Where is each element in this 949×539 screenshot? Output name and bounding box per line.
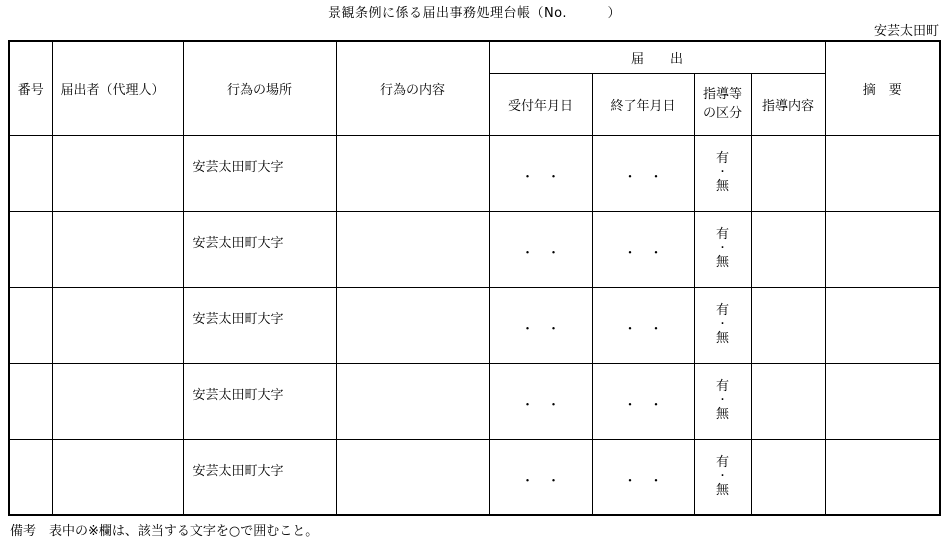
guidance-content-cell[interactable] (751, 439, 825, 515)
accept-date-cell[interactable]: ・ ・ (489, 363, 592, 439)
separator-dot: ・ (717, 243, 728, 254)
header-summary: 摘 要 (825, 41, 940, 135)
applicant-cell[interactable] (52, 287, 183, 363)
table-row (9, 287, 940, 363)
applicant-cell[interactable] (52, 211, 183, 287)
end-date-cell[interactable]: ・ ・ (592, 287, 694, 363)
remarks-note: 備考 表中の※欄は、該当する文字を○で囲むこと。 (10, 524, 319, 539)
number-cell[interactable] (9, 287, 52, 363)
yes-option[interactable]: 有 (715, 151, 729, 166)
separator-dot: ・ (717, 319, 728, 330)
guidance-class-cell[interactable] (694, 211, 751, 287)
header-guidance-class-line1: 指導等 (702, 87, 742, 102)
summary-cell[interactable] (825, 287, 940, 363)
applicant-cell[interactable] (52, 439, 183, 515)
separator-dot: ・ (717, 395, 728, 406)
guidance-class-cell[interactable] (694, 439, 751, 515)
content-cell[interactable] (336, 135, 489, 211)
accept-date-cell[interactable]: ・ ・ (489, 211, 592, 287)
no-option[interactable]: 無 (715, 331, 729, 346)
no-option[interactable]: 無 (715, 179, 729, 194)
municipality-name: 安芸太田町 (873, 24, 939, 39)
guidance-content-cell[interactable] (751, 287, 825, 363)
header-place: 行為の場所 (183, 41, 336, 135)
header-content: 行為の内容 (336, 41, 489, 135)
separator-dot: ・ (717, 470, 728, 482)
applicant-cell[interactable] (52, 363, 183, 439)
table-row (9, 135, 940, 211)
accept-date-cell[interactable]: ・ ・ (489, 287, 592, 363)
applicant-cell[interactable] (52, 135, 183, 211)
header-applicant: 届出者（代理人） (52, 41, 183, 135)
yes-option[interactable]: 有 (715, 227, 729, 242)
table-row (9, 439, 940, 515)
end-date-cell[interactable]: ・ ・ (592, 363, 694, 439)
summary-cell[interactable] (825, 363, 940, 439)
guidance-content-cell[interactable] (751, 135, 825, 211)
guidance-class-cell[interactable] (694, 135, 751, 211)
place-cell[interactable]: 安芸太田町大字 (183, 439, 336, 515)
header-guidance-class-line2: の区分 (702, 106, 742, 121)
number-cell[interactable] (9, 439, 52, 515)
yes-option[interactable]: 有 (715, 454, 729, 470)
no-option[interactable]: 無 (715, 407, 729, 422)
guidance-class-cell[interactable] (694, 363, 751, 439)
accept-date-cell[interactable]: ・ ・ (489, 439, 592, 515)
guidance-class-cell[interactable] (694, 287, 751, 363)
separator-dot: ・ (717, 167, 728, 178)
yes-option[interactable]: 有 (715, 303, 729, 318)
summary-cell[interactable] (825, 439, 940, 515)
guidance-content-cell[interactable] (751, 211, 825, 287)
notification-register-table (8, 40, 941, 516)
number-cell[interactable] (9, 211, 52, 287)
end-date-cell[interactable]: ・ ・ (592, 211, 694, 287)
accept-date-cell[interactable]: ・ ・ (489, 135, 592, 211)
table-row (9, 211, 940, 287)
header-guidance-class (694, 73, 751, 135)
table-row (9, 363, 940, 439)
header-notification: 届 出 (489, 41, 825, 73)
content-cell[interactable] (336, 211, 489, 287)
header-guidance-content: 指導内容 (751, 73, 825, 135)
end-date-cell[interactable]: ・ ・ (592, 135, 694, 211)
summary-cell[interactable] (825, 211, 940, 287)
place-cell[interactable]: 安芸太田町大字 (183, 211, 336, 287)
content-cell[interactable] (336, 363, 489, 439)
content-cell[interactable] (336, 439, 489, 515)
place-cell[interactable]: 安芸太田町大字 (183, 363, 336, 439)
number-cell[interactable] (9, 363, 52, 439)
no-option[interactable]: 無 (715, 482, 729, 498)
place-cell[interactable]: 安芸太田町大字 (183, 287, 336, 363)
summary-cell[interactable] (825, 135, 940, 211)
header-number: 番号 (9, 41, 52, 135)
document-title: 景観条例に係る届出事務処理台帳（No. ） (327, 6, 622, 21)
place-cell[interactable]: 安芸太田町大字 (183, 135, 336, 211)
content-cell[interactable] (336, 287, 489, 363)
header-end-date: 終了年月日 (592, 73, 694, 135)
yes-option[interactable]: 有 (715, 379, 729, 394)
header-accept-date: 受付年月日 (489, 73, 592, 135)
no-option[interactable]: 無 (715, 255, 729, 270)
end-date-cell[interactable]: ・ ・ (592, 439, 694, 515)
guidance-content-cell[interactable] (751, 363, 825, 439)
number-cell[interactable] (9, 135, 52, 211)
